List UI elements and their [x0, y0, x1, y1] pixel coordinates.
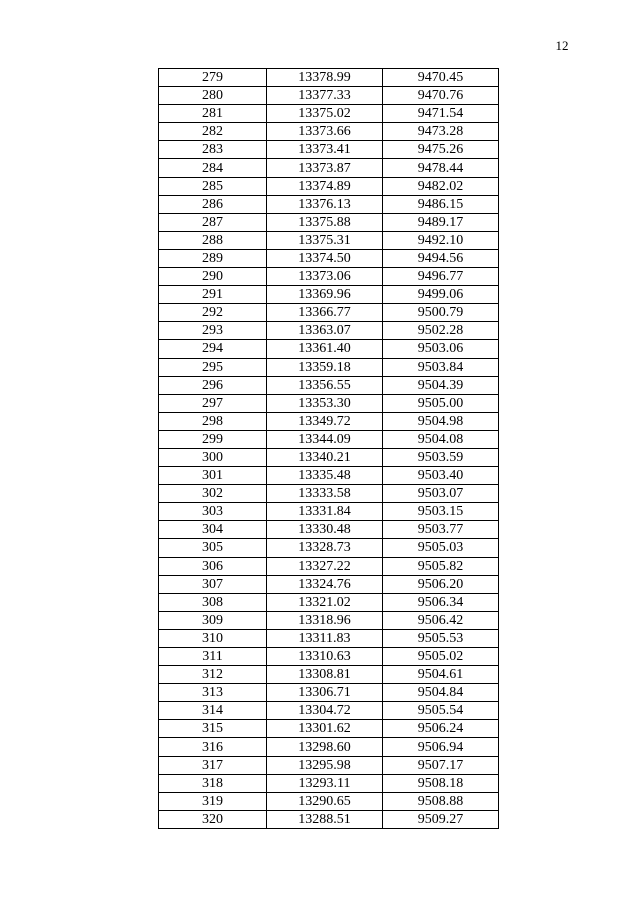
- point-number-cell: 302: [159, 485, 267, 503]
- x-coordinate-cell: 13318.96: [267, 611, 383, 629]
- point-number-cell: 320: [159, 810, 267, 828]
- table-row: [159, 87, 499, 105]
- x-coordinate-cell: 13331.84: [267, 503, 383, 521]
- x-coordinate-cell: 13375.88: [267, 213, 383, 231]
- y-coordinate-cell: 9505.54: [383, 702, 499, 720]
- table-row: [159, 503, 499, 521]
- x-coordinate-cell: 13363.07: [267, 322, 383, 340]
- point-number-cell: 314: [159, 702, 267, 720]
- x-coordinate-cell: 13328.73: [267, 539, 383, 557]
- point-number-cell: 300: [159, 448, 267, 466]
- x-coordinate-cell: 13375.31: [267, 231, 383, 249]
- point-number-cell: 316: [159, 738, 267, 756]
- x-coordinate-cell: 13310.63: [267, 648, 383, 666]
- table-row: [159, 539, 499, 557]
- table-row: [159, 575, 499, 593]
- point-number-cell: 313: [159, 684, 267, 702]
- y-coordinate-cell: 9503.40: [383, 467, 499, 485]
- point-number-cell: 292: [159, 304, 267, 322]
- y-coordinate-cell: 9505.00: [383, 394, 499, 412]
- table-row: [159, 629, 499, 647]
- table-row: [159, 304, 499, 322]
- table-row: [159, 720, 499, 738]
- page-number: 12: [555, 38, 569, 53]
- y-coordinate-cell: 9496.77: [383, 268, 499, 286]
- y-coordinate-cell: 9486.15: [383, 195, 499, 213]
- y-coordinate-cell: 9503.84: [383, 358, 499, 376]
- x-coordinate-cell: 13301.62: [267, 720, 383, 738]
- y-coordinate-cell: 9471.54: [383, 105, 499, 123]
- point-number-cell: 287: [159, 213, 267, 231]
- x-coordinate-cell: 13349.72: [267, 412, 383, 430]
- point-number-cell: 299: [159, 430, 267, 448]
- point-number-cell: 295: [159, 358, 267, 376]
- x-coordinate-cell: 13344.09: [267, 430, 383, 448]
- y-coordinate-cell: 9504.84: [383, 684, 499, 702]
- x-coordinate-cell: 13373.66: [267, 123, 383, 141]
- table-row: [159, 412, 499, 430]
- y-coordinate-cell: 9504.61: [383, 666, 499, 684]
- table-row: [159, 774, 499, 792]
- x-coordinate-cell: 13353.30: [267, 394, 383, 412]
- coordinates-table-body: [159, 69, 499, 829]
- x-coordinate-cell: 13290.65: [267, 792, 383, 810]
- x-coordinate-cell: 13340.21: [267, 448, 383, 466]
- table-row: [159, 105, 499, 123]
- table-row: [159, 738, 499, 756]
- y-coordinate-cell: 9473.28: [383, 123, 499, 141]
- table-row: [159, 249, 499, 267]
- point-number-cell: 312: [159, 666, 267, 684]
- point-number-cell: 297: [159, 394, 267, 412]
- table-row: [159, 394, 499, 412]
- point-number-cell: 284: [159, 159, 267, 177]
- y-coordinate-cell: 9506.34: [383, 593, 499, 611]
- y-coordinate-cell: 9500.79: [383, 304, 499, 322]
- y-coordinate-cell: 9509.27: [383, 810, 499, 828]
- point-number-cell: 290: [159, 268, 267, 286]
- x-coordinate-cell: 13335.48: [267, 467, 383, 485]
- table-row: [159, 521, 499, 539]
- x-coordinate-cell: 13330.48: [267, 521, 383, 539]
- y-coordinate-cell: 9475.26: [383, 141, 499, 159]
- y-coordinate-cell: 9504.39: [383, 376, 499, 394]
- x-coordinate-cell: 13375.02: [267, 105, 383, 123]
- y-coordinate-cell: 9470.76: [383, 87, 499, 105]
- table-row: [159, 666, 499, 684]
- table-row: [159, 430, 499, 448]
- point-number-cell: 294: [159, 340, 267, 358]
- table-row: [159, 448, 499, 466]
- x-coordinate-cell: 13356.55: [267, 376, 383, 394]
- y-coordinate-cell: 9503.06: [383, 340, 499, 358]
- x-coordinate-cell: 13306.71: [267, 684, 383, 702]
- y-coordinate-cell: 9494.56: [383, 249, 499, 267]
- point-number-cell: 301: [159, 467, 267, 485]
- y-coordinate-cell: 9506.94: [383, 738, 499, 756]
- table-row: [159, 231, 499, 249]
- point-number-cell: 309: [159, 611, 267, 629]
- point-number-cell: 306: [159, 557, 267, 575]
- y-coordinate-cell: 9478.44: [383, 159, 499, 177]
- x-coordinate-cell: 13298.60: [267, 738, 383, 756]
- table-row: [159, 358, 499, 376]
- x-coordinate-cell: 13361.40: [267, 340, 383, 358]
- point-number-cell: 304: [159, 521, 267, 539]
- point-number-cell: 310: [159, 629, 267, 647]
- x-coordinate-cell: 13373.87: [267, 159, 383, 177]
- x-coordinate-cell: 13359.18: [267, 358, 383, 376]
- point-number-cell: 289: [159, 249, 267, 267]
- point-number-cell: 315: [159, 720, 267, 738]
- x-coordinate-cell: 13304.72: [267, 702, 383, 720]
- y-coordinate-cell: 9502.28: [383, 322, 499, 340]
- table-row: [159, 177, 499, 195]
- table-row: [159, 611, 499, 629]
- x-coordinate-cell: 13293.11: [267, 774, 383, 792]
- table-row: [159, 268, 499, 286]
- x-coordinate-cell: 13327.22: [267, 557, 383, 575]
- point-number-cell: 317: [159, 756, 267, 774]
- x-coordinate-cell: 13321.02: [267, 593, 383, 611]
- table-row: [159, 648, 499, 666]
- table-row: [159, 195, 499, 213]
- point-number-cell: 293: [159, 322, 267, 340]
- table-row: [159, 141, 499, 159]
- y-coordinate-cell: 9482.02: [383, 177, 499, 195]
- point-number-cell: 305: [159, 539, 267, 557]
- x-coordinate-cell: 13324.76: [267, 575, 383, 593]
- table-row: [159, 557, 499, 575]
- y-coordinate-cell: 9505.02: [383, 648, 499, 666]
- point-number-cell: 298: [159, 412, 267, 430]
- point-number-cell: 307: [159, 575, 267, 593]
- y-coordinate-cell: 9505.03: [383, 539, 499, 557]
- y-coordinate-cell: 9506.24: [383, 720, 499, 738]
- x-coordinate-cell: 13288.51: [267, 810, 383, 828]
- x-coordinate-cell: 13333.58: [267, 485, 383, 503]
- y-coordinate-cell: 9499.06: [383, 286, 499, 304]
- point-number-cell: 279: [159, 69, 267, 87]
- table-row: [159, 376, 499, 394]
- y-coordinate-cell: 9507.17: [383, 756, 499, 774]
- y-coordinate-cell: 9505.53: [383, 629, 499, 647]
- point-number-cell: 288: [159, 231, 267, 249]
- point-number-cell: 280: [159, 87, 267, 105]
- point-number-cell: 291: [159, 286, 267, 304]
- y-coordinate-cell: 9504.98: [383, 412, 499, 430]
- table-row: [159, 684, 499, 702]
- table-row: [159, 756, 499, 774]
- point-number-cell: 311: [159, 648, 267, 666]
- x-coordinate-cell: 13308.81: [267, 666, 383, 684]
- point-number-cell: 318: [159, 774, 267, 792]
- y-coordinate-cell: 9492.10: [383, 231, 499, 249]
- y-coordinate-cell: 9503.15: [383, 503, 499, 521]
- y-coordinate-cell: 9489.17: [383, 213, 499, 231]
- y-coordinate-cell: 9503.77: [383, 521, 499, 539]
- point-number-cell: 282: [159, 123, 267, 141]
- point-number-cell: 286: [159, 195, 267, 213]
- table-row: [159, 322, 499, 340]
- point-number-cell: 285: [159, 177, 267, 195]
- coordinates-table: [158, 68, 499, 829]
- x-coordinate-cell: 13374.89: [267, 177, 383, 195]
- x-coordinate-cell: 13366.77: [267, 304, 383, 322]
- y-coordinate-cell: 9504.08: [383, 430, 499, 448]
- y-coordinate-cell: 9508.18: [383, 774, 499, 792]
- point-number-cell: 319: [159, 792, 267, 810]
- x-coordinate-cell: 13378.99: [267, 69, 383, 87]
- x-coordinate-cell: 13373.41: [267, 141, 383, 159]
- y-coordinate-cell: 9505.82: [383, 557, 499, 575]
- table-row: [159, 159, 499, 177]
- point-number-cell: 308: [159, 593, 267, 611]
- table-row: [159, 123, 499, 141]
- table-row: [159, 340, 499, 358]
- y-coordinate-cell: 9506.42: [383, 611, 499, 629]
- table-row: [159, 286, 499, 304]
- table-row: [159, 467, 499, 485]
- x-coordinate-cell: 13374.50: [267, 249, 383, 267]
- table-row: [159, 485, 499, 503]
- table-row: [159, 792, 499, 810]
- x-coordinate-cell: 13369.96: [267, 286, 383, 304]
- table-row: [159, 593, 499, 611]
- point-number-cell: 283: [159, 141, 267, 159]
- x-coordinate-cell: 13373.06: [267, 268, 383, 286]
- y-coordinate-cell: 9506.20: [383, 575, 499, 593]
- x-coordinate-cell: 13295.98: [267, 756, 383, 774]
- table-row: [159, 213, 499, 231]
- y-coordinate-cell: 9470.45: [383, 69, 499, 87]
- table-row: [159, 702, 499, 720]
- y-coordinate-cell: 9503.07: [383, 485, 499, 503]
- x-coordinate-cell: 13376.13: [267, 195, 383, 213]
- x-coordinate-cell: 13311.83: [267, 629, 383, 647]
- y-coordinate-cell: 9508.88: [383, 792, 499, 810]
- point-number-cell: 296: [159, 376, 267, 394]
- table-row: [159, 69, 499, 87]
- y-coordinate-cell: 9503.59: [383, 448, 499, 466]
- point-number-cell: 303: [159, 503, 267, 521]
- x-coordinate-cell: 13377.33: [267, 87, 383, 105]
- point-number-cell: 281: [159, 105, 267, 123]
- table-row: [159, 810, 499, 828]
